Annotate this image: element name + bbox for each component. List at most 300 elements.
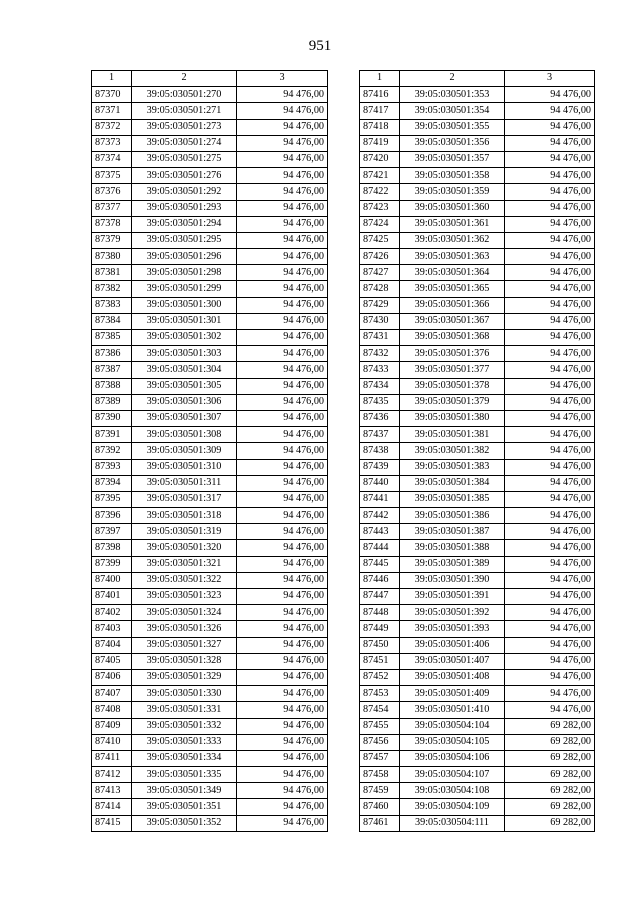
table-row bbox=[92, 410, 328, 426]
cadastral-value: 94 476,00 bbox=[505, 508, 595, 524]
cadastral-value: 94 476,00 bbox=[237, 313, 328, 329]
cadastral-number: 39:05:030501:302 bbox=[132, 330, 237, 346]
cadastral-number: 39:05:030501:270 bbox=[132, 87, 237, 103]
table-row bbox=[360, 151, 595, 167]
row-number: 87400 bbox=[92, 572, 132, 588]
cadastral-value: 94 476,00 bbox=[505, 346, 595, 362]
table-row bbox=[360, 265, 595, 281]
table-row bbox=[360, 87, 595, 103]
cadastral-number: 39:05:030501:310 bbox=[132, 459, 237, 475]
cadastral-value: 94 476,00 bbox=[505, 459, 595, 475]
cadastral-number: 39:05:030501:327 bbox=[132, 637, 237, 653]
cadastral-number: 39:05:030501:408 bbox=[400, 669, 505, 685]
row-number: 87373 bbox=[92, 135, 132, 151]
table-row bbox=[360, 815, 595, 831]
cadastral-number: 39:05:030501:273 bbox=[132, 119, 237, 135]
row-number: 87412 bbox=[92, 767, 132, 783]
cadastral-value: 94 476,00 bbox=[505, 556, 595, 572]
cadastral-value: 94 476,00 bbox=[237, 119, 328, 135]
table-row bbox=[360, 200, 595, 216]
cadastral-value: 94 476,00 bbox=[505, 589, 595, 605]
row-number: 87450 bbox=[360, 637, 400, 653]
cadastral-number: 39:05:030501:379 bbox=[400, 394, 505, 410]
row-number: 87390 bbox=[92, 410, 132, 426]
cadastral-number: 39:05:030501:294 bbox=[132, 216, 237, 232]
cadastral-value: 94 476,00 bbox=[237, 540, 328, 556]
cadastral-value: 94 476,00 bbox=[505, 87, 595, 103]
cadastral-value: 69 282,00 bbox=[505, 799, 595, 815]
cadastral-number: 39:05:030501:300 bbox=[132, 297, 237, 313]
cadastral-value: 94 476,00 bbox=[237, 200, 328, 216]
cadastral-number: 39:05:030501:301 bbox=[132, 313, 237, 329]
table-row bbox=[92, 767, 328, 783]
cadastral-number: 39:05:030501:366 bbox=[400, 297, 505, 313]
cadastral-number: 39:05:030501:321 bbox=[132, 556, 237, 572]
cadastral-value: 94 476,00 bbox=[237, 378, 328, 394]
cadastral-number: 39:05:030501:274 bbox=[132, 135, 237, 151]
cadastral-value: 94 476,00 bbox=[237, 394, 328, 410]
table-row bbox=[360, 572, 595, 588]
row-number: 87454 bbox=[360, 702, 400, 718]
row-number: 87387 bbox=[92, 362, 132, 378]
row-number: 87378 bbox=[92, 216, 132, 232]
table-row bbox=[92, 589, 328, 605]
cadastral-number: 39:05:030501:388 bbox=[400, 540, 505, 556]
table-row bbox=[360, 686, 595, 702]
table-row bbox=[360, 313, 595, 329]
table-row bbox=[92, 265, 328, 281]
table-row bbox=[360, 637, 595, 653]
table-row bbox=[92, 168, 328, 184]
cadastral-number: 39:05:030501:351 bbox=[132, 799, 237, 815]
table-row bbox=[92, 718, 328, 734]
row-number: 87413 bbox=[92, 783, 132, 799]
cadastral-number: 39:05:030501:298 bbox=[132, 265, 237, 281]
row-number: 87422 bbox=[360, 184, 400, 200]
table-row bbox=[92, 572, 328, 588]
cadastral-number: 39:05:030501:384 bbox=[400, 475, 505, 491]
row-number: 87451 bbox=[360, 653, 400, 669]
table-row bbox=[92, 799, 328, 815]
cadastral-number: 39:05:030504:109 bbox=[400, 799, 505, 815]
cadastral-value: 94 476,00 bbox=[237, 750, 328, 766]
cadastral-value: 94 476,00 bbox=[237, 216, 328, 232]
row-number: 87434 bbox=[360, 378, 400, 394]
table-row bbox=[92, 734, 328, 750]
row-number: 87417 bbox=[360, 103, 400, 119]
row-number: 87393 bbox=[92, 459, 132, 475]
table-row bbox=[92, 508, 328, 524]
header-col-2: 2 bbox=[400, 71, 505, 87]
row-number: 87446 bbox=[360, 572, 400, 588]
table-row bbox=[92, 750, 328, 766]
table-row bbox=[360, 119, 595, 135]
cadastral-value: 94 476,00 bbox=[237, 297, 328, 313]
table-row bbox=[92, 362, 328, 378]
cadastral-number: 39:05:030501:317 bbox=[132, 491, 237, 507]
cadastral-number: 39:05:030501:393 bbox=[400, 621, 505, 637]
row-number: 87426 bbox=[360, 249, 400, 265]
table-row bbox=[92, 394, 328, 410]
header-col-3: 3 bbox=[505, 71, 595, 87]
table-row bbox=[92, 783, 328, 799]
cadastral-number: 39:05:030501:295 bbox=[132, 232, 237, 248]
row-number: 87455 bbox=[360, 718, 400, 734]
table-row bbox=[360, 232, 595, 248]
table-row bbox=[92, 119, 328, 135]
table-row bbox=[92, 621, 328, 637]
table-row bbox=[92, 313, 328, 329]
cadastral-number: 39:05:030501:308 bbox=[132, 427, 237, 443]
cadastral-value: 94 476,00 bbox=[505, 151, 595, 167]
row-number: 87421 bbox=[360, 168, 400, 184]
table-row bbox=[92, 330, 328, 346]
cadastral-value: 94 476,00 bbox=[237, 815, 328, 831]
cadastral-value: 94 476,00 bbox=[505, 313, 595, 329]
table-row bbox=[360, 767, 595, 783]
left-table bbox=[91, 70, 328, 832]
cadastral-value: 94 476,00 bbox=[237, 718, 328, 734]
cadastral-number: 39:05:030501:303 bbox=[132, 346, 237, 362]
cadastral-number: 39:05:030501:292 bbox=[132, 184, 237, 200]
row-number: 87418 bbox=[360, 119, 400, 135]
row-number: 87440 bbox=[360, 475, 400, 491]
table-row bbox=[360, 799, 595, 815]
row-number: 87377 bbox=[92, 200, 132, 216]
cadastral-number: 39:05:030501:381 bbox=[400, 427, 505, 443]
header-col-1: 1 bbox=[360, 71, 400, 87]
cadastral-number: 39:05:030504:106 bbox=[400, 750, 505, 766]
cadastral-number: 39:05:030501:368 bbox=[400, 330, 505, 346]
cadastral-value: 94 476,00 bbox=[237, 459, 328, 475]
cadastral-number: 39:05:030501:320 bbox=[132, 540, 237, 556]
cadastral-value: 94 476,00 bbox=[237, 589, 328, 605]
cadastral-number: 39:05:030501:380 bbox=[400, 410, 505, 426]
row-number: 87444 bbox=[360, 540, 400, 556]
row-number: 87405 bbox=[92, 653, 132, 669]
row-number: 87380 bbox=[92, 249, 132, 265]
cadastral-value: 94 476,00 bbox=[505, 200, 595, 216]
cadastral-value: 94 476,00 bbox=[505, 653, 595, 669]
cadastral-value: 94 476,00 bbox=[237, 556, 328, 572]
cadastral-value: 94 476,00 bbox=[505, 330, 595, 346]
cadastral-value: 94 476,00 bbox=[505, 216, 595, 232]
table-row bbox=[360, 362, 595, 378]
cadastral-value: 94 476,00 bbox=[505, 378, 595, 394]
cadastral-value: 94 476,00 bbox=[237, 702, 328, 718]
cadastral-number: 39:05:030501:293 bbox=[132, 200, 237, 216]
cadastral-value: 94 476,00 bbox=[237, 653, 328, 669]
row-number: 87453 bbox=[360, 686, 400, 702]
table-row bbox=[360, 297, 595, 313]
row-number: 87406 bbox=[92, 669, 132, 685]
cadastral-number: 39:05:030501:271 bbox=[132, 103, 237, 119]
table-row bbox=[360, 718, 595, 734]
cadastral-number: 39:05:030501:390 bbox=[400, 572, 505, 588]
table-row bbox=[360, 103, 595, 119]
cadastral-value: 94 476,00 bbox=[505, 232, 595, 248]
cadastral-number: 39:05:030504:107 bbox=[400, 767, 505, 783]
cadastral-number: 39:05:030501:352 bbox=[132, 815, 237, 831]
cadastral-value: 69 282,00 bbox=[505, 767, 595, 783]
table-row bbox=[360, 394, 595, 410]
table-row bbox=[92, 216, 328, 232]
table-row bbox=[360, 621, 595, 637]
cadastral-value: 94 476,00 bbox=[237, 427, 328, 443]
cadastral-number: 39:05:030501:386 bbox=[400, 508, 505, 524]
table-row bbox=[92, 524, 328, 540]
cadastral-value: 94 476,00 bbox=[237, 637, 328, 653]
cadastral-number: 39:05:030501:392 bbox=[400, 605, 505, 621]
row-number: 87431 bbox=[360, 330, 400, 346]
cadastral-number: 39:05:030501:319 bbox=[132, 524, 237, 540]
page-number: 951 bbox=[308, 38, 332, 54]
row-number: 87461 bbox=[360, 815, 400, 831]
cadastral-number: 39:05:030501:354 bbox=[400, 103, 505, 119]
table-row bbox=[360, 653, 595, 669]
cadastral-number: 39:05:030501:306 bbox=[132, 394, 237, 410]
cadastral-number: 39:05:030501:377 bbox=[400, 362, 505, 378]
row-number: 87394 bbox=[92, 475, 132, 491]
cadastral-number: 39:05:030501:330 bbox=[132, 686, 237, 702]
cadastral-value: 94 476,00 bbox=[237, 669, 328, 685]
row-number: 87460 bbox=[360, 799, 400, 815]
row-number: 87445 bbox=[360, 556, 400, 572]
row-number: 87432 bbox=[360, 346, 400, 362]
cadastral-number: 39:05:030501:326 bbox=[132, 621, 237, 637]
header-col-3: 3 bbox=[237, 71, 328, 87]
cadastral-value: 94 476,00 bbox=[237, 410, 328, 426]
cadastral-value: 94 476,00 bbox=[237, 572, 328, 588]
row-number: 87402 bbox=[92, 605, 132, 621]
table-row bbox=[92, 249, 328, 265]
cadastral-value: 94 476,00 bbox=[505, 410, 595, 426]
table-row bbox=[92, 200, 328, 216]
table-row bbox=[360, 346, 595, 362]
cadastral-value: 94 476,00 bbox=[505, 669, 595, 685]
cadastral-number: 39:05:030504:105 bbox=[400, 734, 505, 750]
cadastral-number: 39:05:030501:407 bbox=[400, 653, 505, 669]
cadastral-number: 39:05:030501:335 bbox=[132, 767, 237, 783]
table-row bbox=[360, 750, 595, 766]
cadastral-value: 94 476,00 bbox=[237, 249, 328, 265]
cadastral-number: 39:05:030501:322 bbox=[132, 572, 237, 588]
table-row bbox=[360, 330, 595, 346]
cadastral-value: 94 476,00 bbox=[237, 103, 328, 119]
cadastral-value: 69 282,00 bbox=[505, 815, 595, 831]
cadastral-number: 39:05:030501:349 bbox=[132, 783, 237, 799]
row-number: 87391 bbox=[92, 427, 132, 443]
row-number: 87408 bbox=[92, 702, 132, 718]
cadastral-value: 94 476,00 bbox=[237, 281, 328, 297]
table-row bbox=[360, 734, 595, 750]
cadastral-value: 94 476,00 bbox=[505, 297, 595, 313]
cadastral-value: 94 476,00 bbox=[505, 394, 595, 410]
cadastral-number: 39:05:030501:275 bbox=[132, 151, 237, 167]
row-number: 87403 bbox=[92, 621, 132, 637]
cadastral-value: 94 476,00 bbox=[237, 491, 328, 507]
table-row bbox=[92, 475, 328, 491]
row-number: 87441 bbox=[360, 491, 400, 507]
table-row bbox=[360, 556, 595, 572]
table-row bbox=[360, 410, 595, 426]
row-number: 87433 bbox=[360, 362, 400, 378]
cadastral-value: 94 476,00 bbox=[505, 427, 595, 443]
row-number: 87448 bbox=[360, 605, 400, 621]
cadastral-value: 94 476,00 bbox=[237, 265, 328, 281]
table-row bbox=[92, 346, 328, 362]
cadastral-value: 94 476,00 bbox=[505, 702, 595, 718]
cadastral-value: 94 476,00 bbox=[237, 508, 328, 524]
cadastral-number: 39:05:030501:356 bbox=[400, 135, 505, 151]
row-number: 87419 bbox=[360, 135, 400, 151]
row-number: 87458 bbox=[360, 767, 400, 783]
row-number: 87397 bbox=[92, 524, 132, 540]
table-row bbox=[360, 669, 595, 685]
row-number: 87438 bbox=[360, 443, 400, 459]
row-number: 87442 bbox=[360, 508, 400, 524]
cadastral-value: 94 476,00 bbox=[237, 686, 328, 702]
left-table-body bbox=[92, 87, 328, 832]
cadastral-value: 94 476,00 bbox=[505, 621, 595, 637]
cadastral-number: 39:05:030501:331 bbox=[132, 702, 237, 718]
cadastral-value: 94 476,00 bbox=[237, 605, 328, 621]
cadastral-value: 94 476,00 bbox=[237, 168, 328, 184]
header-row bbox=[360, 71, 595, 87]
cadastral-number: 39:05:030501:355 bbox=[400, 119, 505, 135]
cadastral-value: 94 476,00 bbox=[237, 524, 328, 540]
row-number: 87386 bbox=[92, 346, 132, 362]
row-number: 87404 bbox=[92, 637, 132, 653]
row-number: 87416 bbox=[360, 87, 400, 103]
cadastral-value: 94 476,00 bbox=[505, 637, 595, 653]
cadastral-value: 94 476,00 bbox=[237, 783, 328, 799]
row-number: 87424 bbox=[360, 216, 400, 232]
table-row bbox=[92, 103, 328, 119]
cadastral-value: 94 476,00 bbox=[505, 362, 595, 378]
row-number: 87436 bbox=[360, 410, 400, 426]
row-number: 87443 bbox=[360, 524, 400, 540]
cadastral-value: 94 476,00 bbox=[505, 168, 595, 184]
row-number: 87410 bbox=[92, 734, 132, 750]
cadastral-value: 94 476,00 bbox=[505, 475, 595, 491]
cadastral-value: 94 476,00 bbox=[505, 605, 595, 621]
row-number: 87452 bbox=[360, 669, 400, 685]
row-number: 87399 bbox=[92, 556, 132, 572]
row-number: 87392 bbox=[92, 443, 132, 459]
cadastral-value: 94 476,00 bbox=[237, 330, 328, 346]
table-row bbox=[360, 281, 595, 297]
row-number: 87425 bbox=[360, 232, 400, 248]
cadastral-number: 39:05:030501:324 bbox=[132, 605, 237, 621]
row-number: 87384 bbox=[92, 313, 132, 329]
cadastral-number: 39:05:030501:305 bbox=[132, 378, 237, 394]
row-number: 87382 bbox=[92, 281, 132, 297]
cadastral-number: 39:05:030501:309 bbox=[132, 443, 237, 459]
cadastral-number: 39:05:030501:365 bbox=[400, 281, 505, 297]
right-table bbox=[359, 70, 595, 832]
table-row bbox=[360, 508, 595, 524]
cadastral-number: 39:05:030501:318 bbox=[132, 508, 237, 524]
row-number: 87388 bbox=[92, 378, 132, 394]
table-row bbox=[360, 605, 595, 621]
cadastral-value: 94 476,00 bbox=[505, 135, 595, 151]
table-row bbox=[360, 249, 595, 265]
cadastral-number: 39:05:030501:299 bbox=[132, 281, 237, 297]
row-number: 87370 bbox=[92, 87, 132, 103]
cadastral-number: 39:05:030501:409 bbox=[400, 686, 505, 702]
cadastral-value: 94 476,00 bbox=[505, 265, 595, 281]
row-number: 87428 bbox=[360, 281, 400, 297]
table-row bbox=[360, 524, 595, 540]
cadastral-value: 94 476,00 bbox=[505, 281, 595, 297]
table-row bbox=[360, 459, 595, 475]
row-number: 87371 bbox=[92, 103, 132, 119]
cadastral-number: 39:05:030501:334 bbox=[132, 750, 237, 766]
cadastral-number: 39:05:030501:328 bbox=[132, 653, 237, 669]
cadastral-value: 94 476,00 bbox=[237, 799, 328, 815]
table-row bbox=[92, 815, 328, 831]
row-number: 87407 bbox=[92, 686, 132, 702]
table-row bbox=[92, 669, 328, 685]
row-number: 87449 bbox=[360, 621, 400, 637]
table-row bbox=[92, 540, 328, 556]
right-table-body bbox=[360, 87, 595, 832]
cadastral-number: 39:05:030501:333 bbox=[132, 734, 237, 750]
table-row bbox=[360, 491, 595, 507]
table-row bbox=[360, 443, 595, 459]
table-row bbox=[360, 135, 595, 151]
row-number: 87439 bbox=[360, 459, 400, 475]
cadastral-number: 39:05:030501:410 bbox=[400, 702, 505, 718]
cadastral-number: 39:05:030501:389 bbox=[400, 556, 505, 572]
row-number: 87381 bbox=[92, 265, 132, 281]
cadastral-number: 39:05:030501:276 bbox=[132, 168, 237, 184]
row-number: 87423 bbox=[360, 200, 400, 216]
cadastral-value: 94 476,00 bbox=[237, 184, 328, 200]
cadastral-number: 39:05:030501:383 bbox=[400, 459, 505, 475]
cadastral-value: 94 476,00 bbox=[237, 443, 328, 459]
row-number: 87398 bbox=[92, 540, 132, 556]
cadastral-number: 39:05:030501:357 bbox=[400, 151, 505, 167]
cadastral-number: 39:05:030501:329 bbox=[132, 669, 237, 685]
row-number: 87414 bbox=[92, 799, 132, 815]
table-row bbox=[92, 556, 328, 572]
table-row bbox=[92, 637, 328, 653]
row-number: 87372 bbox=[92, 119, 132, 135]
cadastral-value: 94 476,00 bbox=[237, 135, 328, 151]
cadastral-value: 94 476,00 bbox=[505, 491, 595, 507]
table-row bbox=[360, 702, 595, 718]
cadastral-value: 94 476,00 bbox=[237, 621, 328, 637]
cadastral-value: 94 476,00 bbox=[237, 767, 328, 783]
row-number: 87427 bbox=[360, 265, 400, 281]
row-number: 87376 bbox=[92, 184, 132, 200]
row-number: 87411 bbox=[92, 750, 132, 766]
table-row bbox=[92, 702, 328, 718]
row-number: 87456 bbox=[360, 734, 400, 750]
table-row bbox=[360, 184, 595, 200]
row-number: 87459 bbox=[360, 783, 400, 799]
table-row bbox=[360, 783, 595, 799]
table-row bbox=[360, 427, 595, 443]
cadastral-number: 39:05:030501:361 bbox=[400, 216, 505, 232]
cadastral-value: 94 476,00 bbox=[505, 524, 595, 540]
cadastral-value: 69 282,00 bbox=[505, 718, 595, 734]
table-row bbox=[92, 605, 328, 621]
cadastral-value: 94 476,00 bbox=[505, 572, 595, 588]
cadastral-number: 39:05:030501:296 bbox=[132, 249, 237, 265]
